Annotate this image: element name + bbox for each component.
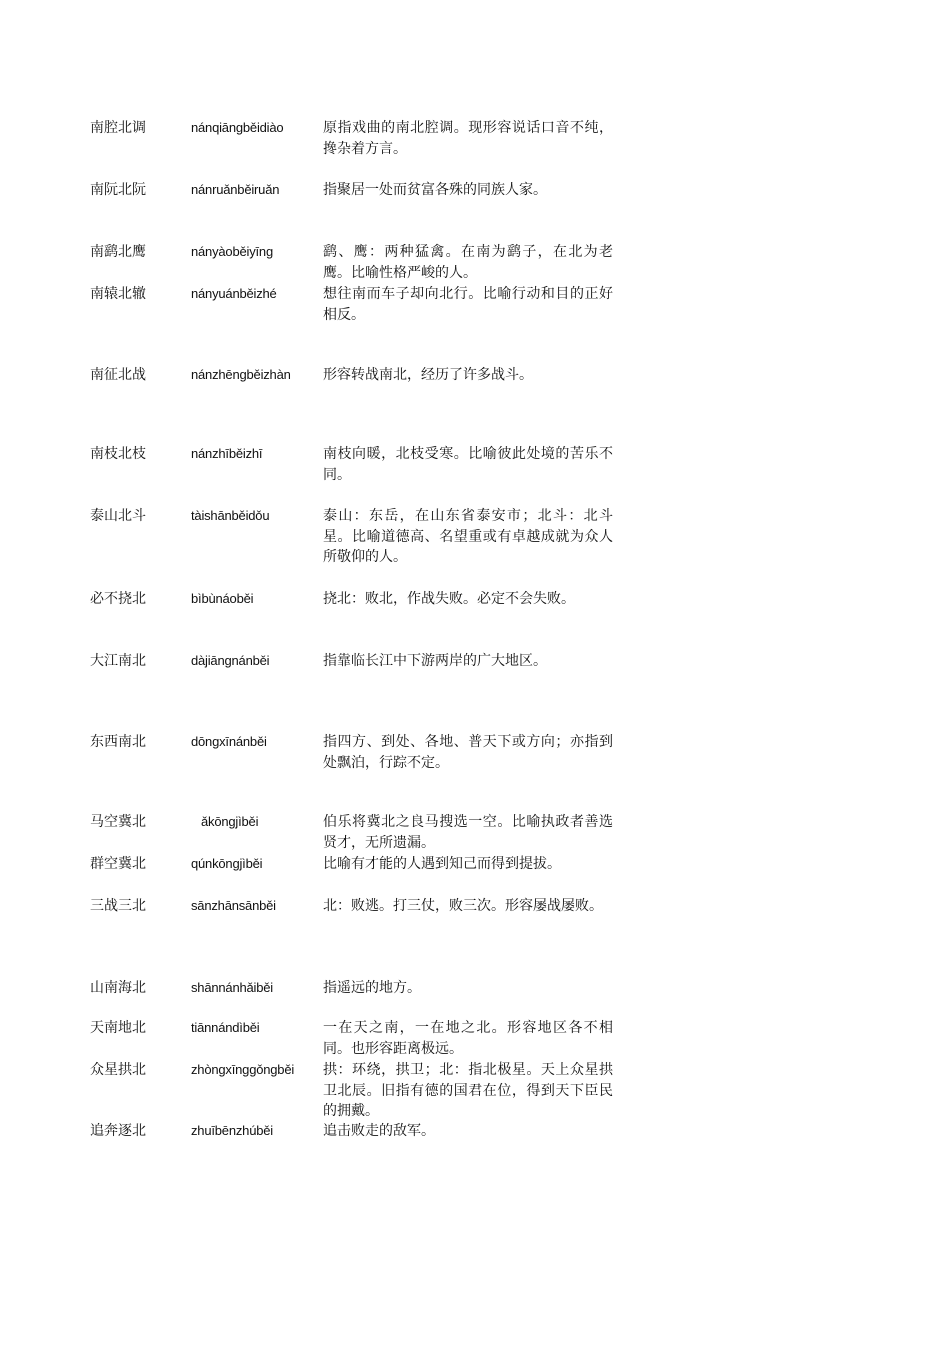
idiom-word: 群空冀北 [90, 856, 146, 872]
idiom-definition: 形容转战南北，经历了许多战斗。 [323, 367, 533, 383]
idiom-pinyin: dōngxīnánběi [191, 734, 267, 749]
idiom-pinyin: qúnkōngjìběi [191, 856, 263, 871]
idiom-pinyin: dàjiāngnánběi [191, 653, 270, 668]
idiom-pinyin: nánzhīběizhī [191, 446, 263, 461]
idiom-definition: 挠北：败北，作战失败。必定不会失败。 [323, 591, 575, 607]
idiom-pinyin: tiānnándìběi [191, 1020, 260, 1035]
idiom-pinyin: nányàoběiyīng [191, 244, 273, 259]
idiom-pinyin: zhuībēnzhúběi [191, 1123, 273, 1138]
idiom-word: 南阮北阮 [90, 182, 146, 198]
idiom-word: 追奔逐北 [90, 1123, 146, 1139]
idiom-word: 马空冀北 [90, 814, 146, 830]
idiom-definition: 指聚居一处而贫富各殊的同族人家。 [323, 182, 547, 198]
idiom-definition: 想往南而车子却向北行。比喻行动和目的正好相反。 [323, 286, 613, 323]
idiom-definition: 比喻有才能的人遇到知己而得到提拔。 [323, 856, 561, 872]
idiom-definition: 拱：环绕，拱卫；北：指北极星。天上众星拱卫北辰。旧指有德的国君在位，得到天下臣民的拥戴。 [323, 1062, 613, 1119]
idiom-pinyin: zhòngxīnggǒngběi [191, 1062, 295, 1077]
idiom-word: 南腔北调 [90, 120, 146, 136]
idiom-pinyin: nánqiāngběidiào [191, 120, 284, 135]
idiom-definition: 泰山：东岳，在山东省泰安市；北斗：北斗星。比喻道德高、名望重或有卓越成就为众人所敬仰的人。 [323, 508, 613, 565]
idiom-pinyin: tàishānběidǒu [191, 508, 270, 523]
idiom-word: 三战三北 [90, 898, 146, 914]
idiom-definition: 原指戏曲的南北腔调。现形容说话口音不纯，搀杂着方言。 [323, 120, 613, 157]
idiom-definition: 指靠临长江中下游两岸的广大地区。 [323, 653, 547, 669]
idiom-pinyin: shānnánhǎiběi [191, 980, 273, 995]
idiom-definition: 伯乐将冀北之良马搜选一空。比喻执政者善选贤才，无所遗漏。 [323, 814, 613, 851]
idiom-definition: 一在天之南，一在地之北。形容地区各不相同。也形容距离极远。 [323, 1020, 613, 1057]
idiom-pinyin: ǎkōngjìběi [201, 814, 259, 829]
idiom-definition: 追击败走的敌军。 [323, 1123, 435, 1139]
idiom-word: 南辕北辙 [90, 286, 146, 302]
idiom-word: 南征北战 [90, 367, 146, 383]
idiom-pinyin: nánruǎnběiruǎn [191, 182, 280, 197]
idiom-word: 众星拱北 [90, 1062, 146, 1078]
idiom-word: 必不挠北 [90, 591, 146, 607]
idiom-definition: 北：败逃。打三仗，败三次。形容屡战屡败。 [323, 898, 603, 914]
idiom-word: 东西南北 [90, 734, 146, 750]
idiom-word: 山南海北 [90, 980, 146, 996]
idiom-word: 大江南北 [90, 653, 146, 669]
idiom-word: 南鹞北鹰 [90, 244, 146, 260]
idiom-definition: 指四方、到处、各地、普天下或方向；亦指到处飘泊，行踪不定。 [323, 734, 613, 771]
idiom-word: 南枝北枝 [90, 446, 146, 462]
idiom-word: 天南地北 [90, 1020, 146, 1036]
idiom-definition: 南枝向暖，北枝受寒。比喻彼此处境的苦乐不同。 [323, 446, 613, 483]
idiom-definition: 鹞、鹰：两种猛禽。在南为鹞子，在北为老鹰。比喻性格严峻的人。 [323, 244, 613, 281]
idiom-pinyin: sānzhānsānběi [191, 898, 276, 913]
idiom-word: 泰山北斗 [90, 508, 146, 524]
idiom-definition: 指遥远的地方。 [323, 980, 421, 996]
idiom-pinyin: nánzhēngběizhàn [191, 367, 291, 382]
idiom-pinyin: bìbùnáoběi [191, 591, 254, 606]
idiom-pinyin: nányuánběizhé [191, 286, 277, 301]
